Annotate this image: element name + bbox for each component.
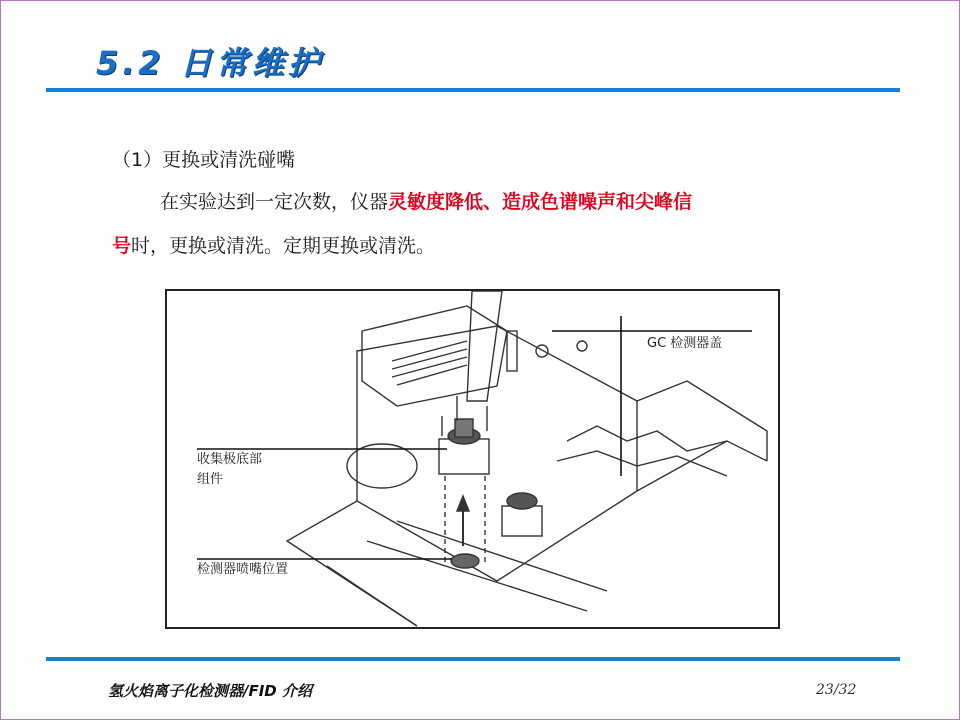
detector-diagram [165, 289, 780, 629]
footer-divider [46, 657, 900, 661]
label-nozzle-position: 检测器喷嘴位置 [197, 562, 289, 577]
body-line-1 [160, 187, 692, 214]
body-line-2-text: 时，更换或清洗。定期更换或清洗。 [131, 235, 436, 257]
oven-edge [287, 501, 417, 626]
body-line-2 [112, 231, 435, 258]
body-line-1-highlight: 灵敏度降低、造成色谱噪声和尖峰信 [388, 191, 693, 213]
label-collector-base-line2: 组件 [197, 472, 224, 487]
body-line-1-text: 在实验达到一定次数，仪器 [160, 191, 389, 213]
label-collector-base-line1: 收集极底部 [197, 452, 263, 467]
vent-box [362, 306, 507, 406]
page-number: 23/32 [816, 682, 857, 698]
slide-title: 5.2 日常维护 [96, 44, 324, 82]
body-line-2-highlight: 号 [112, 235, 132, 257]
footer-course-title: 氢火焰离子化检测器/FID 介绍 [108, 682, 312, 700]
nozzle [451, 554, 479, 568]
second-detector [502, 506, 542, 536]
title-divider [46, 88, 900, 92]
label-detector-cover: GC 检测器盖 [647, 336, 723, 351]
section-heading: （1）更换或清洗碰嘴 [112, 149, 296, 171]
detector-housing [357, 326, 637, 581]
